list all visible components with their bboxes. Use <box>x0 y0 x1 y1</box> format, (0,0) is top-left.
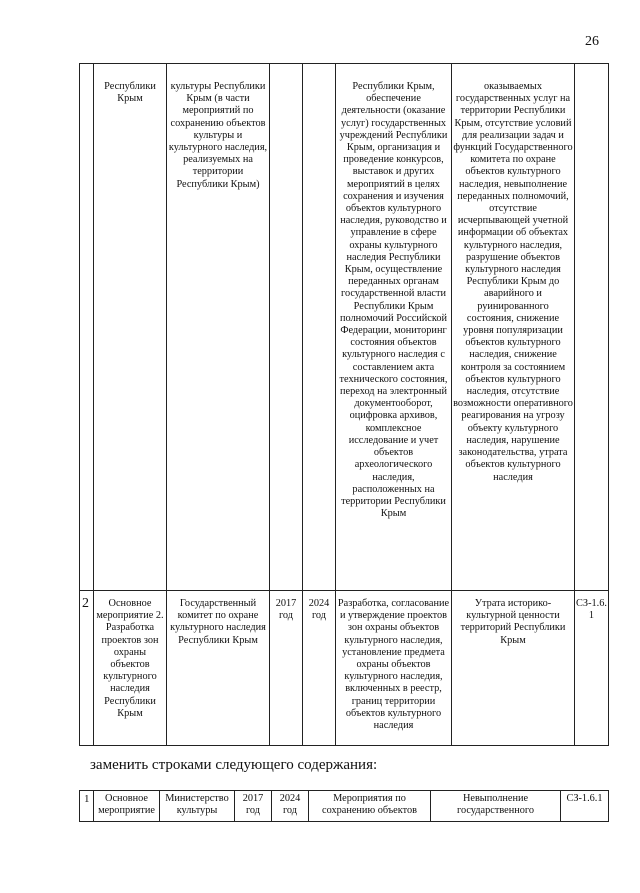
row-number-cell: 2 <box>80 591 94 746</box>
end-year-cell <box>303 64 336 591</box>
executor-cell: культуры Республики Крым (в части мероприятий по сохранению объектов культуры и культурного наследия, реализуемых на территории Республики Крым) <box>167 64 270 591</box>
executor-cell: Государственный комитет по охране культурного наследия Республики Крым <box>167 591 270 746</box>
table-row <box>80 591 609 746</box>
row-number-cell: 1 <box>80 791 94 822</box>
start-year-cell: 2017 год <box>270 591 303 746</box>
table-row <box>80 64 609 591</box>
indicator-code-cell <box>575 64 609 591</box>
row-number-cell <box>80 64 94 591</box>
consequences-cell: Утрата историко-культурной ценности территорий Республики Крым <box>452 591 575 746</box>
consequences-cell: Невыполнение государственного <box>431 791 561 822</box>
page-number: 26 <box>585 34 599 49</box>
replace-instruction-text: заменить строками следующего содержания: <box>90 757 378 773</box>
program-table <box>79 63 609 746</box>
description-cell: Республики Крым, обеспечение деятельности (оказание услуг) государственных учреждений Республики Крым, организация и проведение конкурсов, выставок и других мероприятий в целях сохранения и изучения объектов культурного наследия, руководство и управление в сфере охраны культурного наследия Республики Крым, осуществление переданных органам государственной власти Республики Крым полномочий Российской Федерации, мониторинг состояния объектов культурного наследия с составлением акта технического состояния, переход на электронный документооборот, оцифровка архивов, комплексное исследование и учет объектов археологического наследия, расположенных на территории Республики Крым <box>336 64 452 591</box>
consequences-cell: оказываемых государственных услуг на территории Республики Крым, отсутствие условий для реализации задач и функций Государственного комитета по охране объектов культурного наследия, невыполнение переданных полномочий, отсутствие исчерпывающей учетной информации об объектах культурного наследия, разрушение объектов культурного наследия Республики Крым до аварийного и руинированного состояния, снижение уровня популяризации объектов культурного наследия, снижение контроля за состоянием объектов культурного наследия, отсутствие возможности оперативного реагирования на угрозу объекту культурного наследия, нарушение законодательства, утрата объектов культурного наследия <box>452 64 575 591</box>
indicator-code-cell: СЗ-1.6.1 <box>575 591 609 746</box>
description-cell: Мероприятия по сохранению объектов <box>309 791 431 822</box>
new-rows-table <box>79 790 609 822</box>
description-cell: Разработка, согласование и утверждение проектов зон охраны объектов культурного наследия, установление предмета охраны объектов культурного наследия, включенных в реестр, границ территории объектов культурного наследия <box>336 591 452 746</box>
executor-cell: Министерство культуры <box>160 791 235 822</box>
start-year-cell: 2017 год <box>235 791 272 822</box>
indicator-code-cell: СЗ-1.6.1 <box>561 791 609 822</box>
event-cell: Основное мероприятие <box>94 791 160 822</box>
event-cell: Республики Крым <box>94 64 167 591</box>
end-year-cell: 2024 год <box>303 591 336 746</box>
end-year-cell: 2024 год <box>272 791 309 822</box>
table-row <box>80 791 609 822</box>
start-year-cell <box>270 64 303 591</box>
event-cell: Основное мероприятие 2. Разработка проектов зон охраны объектов культурного наследия Республики Крым <box>94 591 167 746</box>
